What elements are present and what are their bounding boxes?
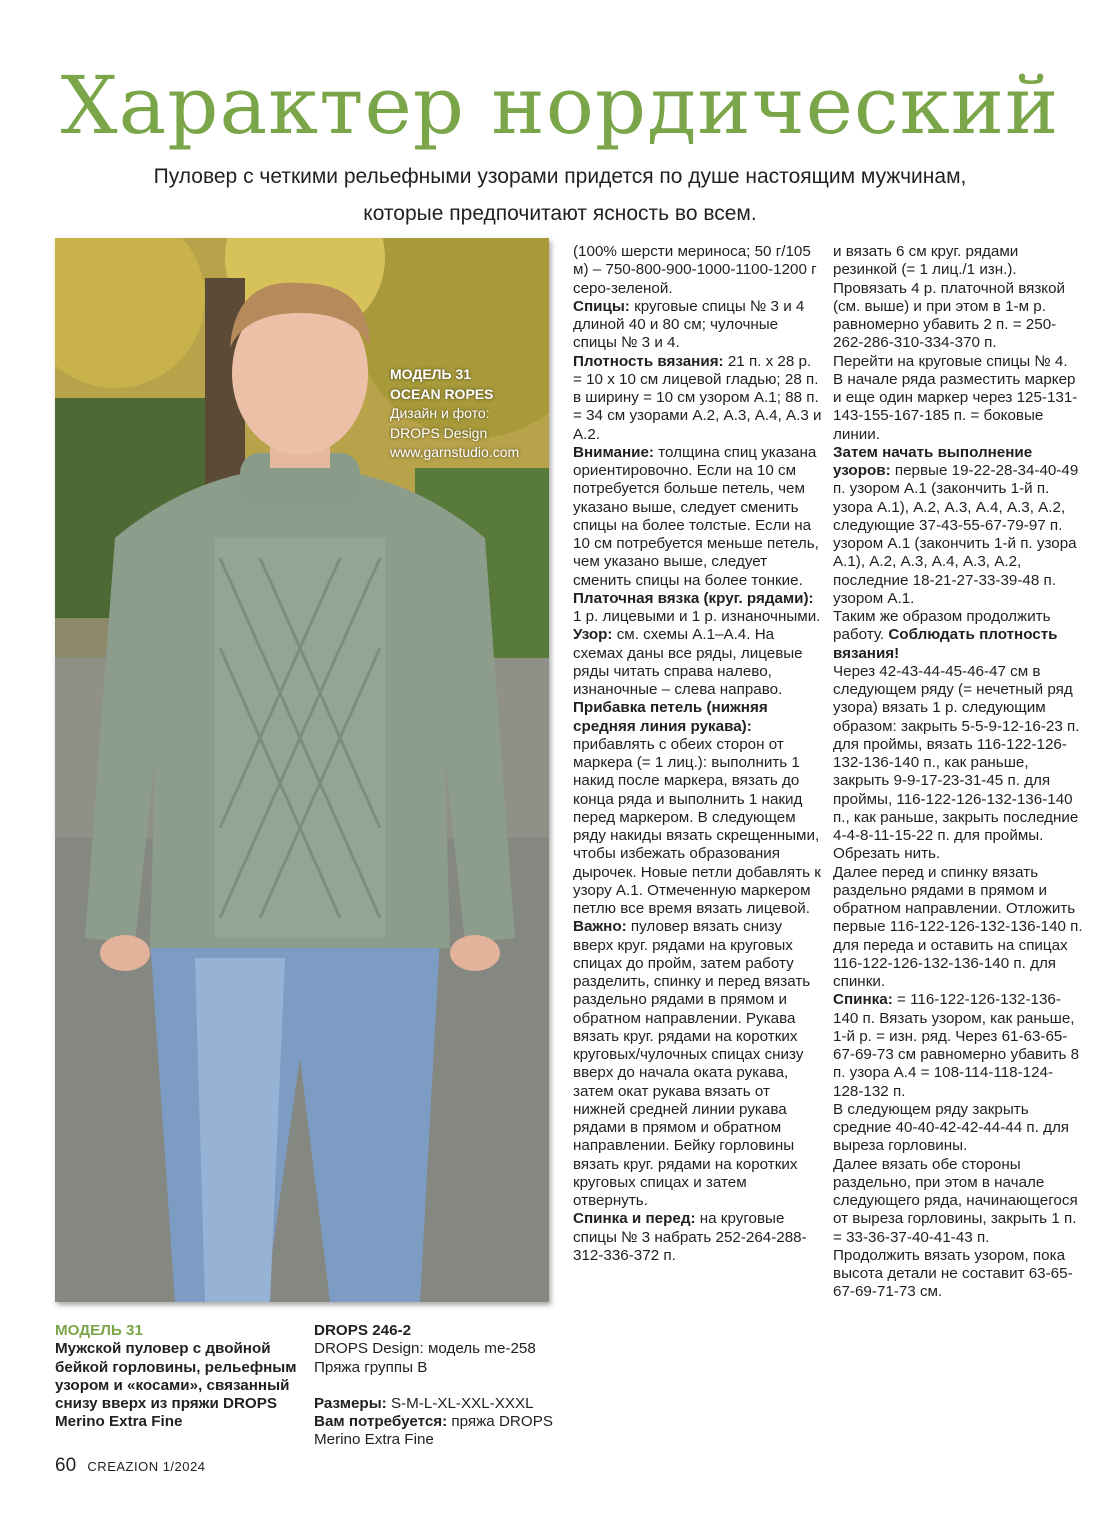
garter-text: 1 р. лицевыми и 1 р. изнаночными. [573, 608, 821, 625]
switch-needles-paragraph: Перейти на круговые спицы № 4. [833, 352, 1068, 370]
finish-paragraph: Продолжить вязать узором, пока высота детали не составит 63-65-67-69-71-73 см. [833, 1246, 1073, 1301]
pattern-text: см. схемы А.1–А.4. На схемах даны все ряды, лицевые ряды читать справа налево, изнаночные – слева направо. [573, 626, 803, 698]
sizes-label: Размеры: [314, 1394, 387, 1412]
yarn-group: Пряжа группы B [314, 1358, 428, 1376]
back-label: Спинка: [833, 991, 893, 1009]
back-paragraph [833, 991, 1083, 1101]
model-description: Мужской пуловер с двойной бейкой горловины, рельефным узором и «косами», связанный снизу вверх из пряжи DROPS Merino Extra Fine [55, 1340, 297, 1431]
caption-name: OCEAN ROPES [390, 385, 494, 402]
increase-paragraph [573, 699, 823, 918]
subtitle-line-1: Пуловер с четкими рельефными узорами придется по душе настоящим мужчинам, [153, 165, 967, 188]
gauge-label: Плотность вязания: [573, 352, 724, 370]
back-front-paragraph [573, 1210, 823, 1265]
drops-design: DROPS Design: модель me-258 [314, 1340, 536, 1358]
sizes-paragraph [314, 1395, 564, 1413]
page-footer [55, 1455, 205, 1477]
column-drops-info [314, 1322, 564, 1450]
markers-paragraph: В начале ряда разместить маркер и еще один маркер через 125-131-143-155-167-185 п. = боковые линии. [833, 370, 1078, 443]
neckline-paragraph: В следующем ряду закрыть средние 40-40-42-42-44-44 п. для выреза горловины. [833, 1100, 1070, 1155]
garter-label: Платочная вязка (круг. рядами): [573, 589, 814, 607]
materials-label: Вам потребуется: [314, 1413, 448, 1430]
photo-caption [390, 365, 550, 463]
gauge-text: 21 п. х 28 р. = 10 х 10 см лицевой гладью; 28 п. в ширину = 10 см узором А.1; 88 п. = 34 см узорами А.2, А.3, А.4, А.3 и А.2. [573, 352, 822, 443]
increase-text: прибавлять с обеих сторон от маркера (= 1 лиц.): выполнить 1 накид после маркера, вязать до конца ряда и выполнить 1 накид перед маркером. В следующем ряду накиды вязать скрещенными, чтобы избежать образования дырочек. Новые петли добавлять к узору А.1. Отмеченную маркером петлю все время вязать лицевой. [573, 735, 821, 917]
pattern-label: Узор: [573, 626, 613, 644]
attention-paragraph [573, 444, 823, 590]
garter-paragraph [573, 590, 823, 627]
model-label: МОДЕЛЬ 31 [55, 1322, 143, 1339]
drops-code: DROPS 246-2 [314, 1322, 412, 1339]
column-instructions-1 [573, 243, 823, 1265]
back-front-label: Спинка и перед: [573, 1210, 696, 1228]
caption-model: МОДЕЛЬ 31 [390, 366, 472, 382]
magazine-issue: CREAZION 1/2024 [87, 1459, 206, 1474]
split-paragraph: Далее перед и спинку вязать раздельно рядами в прямом и обратном направлении. Отложить первые 116-122-126-132-136-140 п. для переда и оставить на спицах 116-122-126-132-136-140 п. для спинки. [833, 863, 1083, 990]
needles-text: круговые спицы № 3 и 4 длиной 40 и 80 см; чулочные спицы № 3 и 4. [573, 297, 805, 352]
sides-paragraph: Далее вязать обе стороны раздельно, при этом в начале следующего ряда, начинающегося от выреза горловины, закрыть 1 п. = 33-36-37-40-41-43 п. [833, 1155, 1078, 1246]
page-number: 60 [55, 1455, 77, 1476]
continue-paragraph [833, 608, 1083, 663]
materials-value: пряжа DROPS Merino Extra Fine [314, 1413, 553, 1449]
rib-paragraph: и вязать 6 см круг. рядами резинкой (= 1 лиц./1 изн.). Провязать 4 р. платочной вязкой (см. выше) и при этом в 1-м р. равномерно убавить 2 п. = 250-262-286-310-334-370 п. [833, 243, 1066, 352]
column-instructions-2 [833, 243, 1083, 1302]
back-front-text: на круговые спицы № 3 набрать 252-264-288-312-336-372 п. [573, 1210, 807, 1264]
important-paragraph [573, 918, 823, 1210]
needles-label: Спицы: [573, 297, 630, 315]
start-patterns-text: первые 19-22-28-34-40-49 п. узором А.1 (закончить 1-й п. узора А.1), А.2, А.3, А.4, А.3, А.2, следующие 37-43-55-67-79-97 п. узором А.1 (закончить 1-й п. узора А.1), А.2, А.3, А.4, А.3, А.2, последние 18-21-27-33-39-48 п. узором А.1. [833, 462, 1079, 607]
increase-label: Прибавка петель (нижняя средняя линия рукава): [573, 699, 768, 735]
caption-site: www.garnstudio.com [390, 444, 520, 460]
start-patterns-label: Затем начать выполнение узоров: [833, 443, 1033, 479]
important-text: пуловер вязать снизу вверх круг. рядами на круговых спицах до пройм, затем работу разделить, спинку и перед вязать раздельно рядами в прямом и обратном направлении. Рукава вязать круг. рядами на коротких круговых/чулочных спицах снизу вверх до начала оката рукава, затем окат рукава вязать от нижней средней линии рукава рядами в прямом и обратном направлении. Бейку горловины вязать круг. рядами на коротких круговых спицах и затем отвернуть. [573, 918, 811, 1209]
page-title: Характер нордический [60, 59, 1060, 152]
subtitle [60, 158, 1060, 232]
armholes-paragraph: Через 42-43-44-45-46-47 см в следующем ряду (= нечетный ряд узора) вязать 1 р. следующим образом: закрыть 5-5-9-12-16-23 п. для проймы, вязать 116-122-126-132-136-140 п., как раньше, закрыть 9-9-17-23-31-45 п. для проймы, 116-122-126-132-136-140 п., как раньше, закрыть последние 4-4-8-11-15-22 п. для проймы. Обрезать нить. [833, 662, 1080, 863]
important-label: Важно: [573, 918, 627, 936]
caption-brand: DROPS Design [390, 424, 488, 441]
yarn-composition: (100% шерсти мериноса; 50 г/105 м) – 750-800-900-1000-1100-1200 г серо-зеленой. [573, 243, 817, 297]
attention-label: Внимание: [573, 443, 654, 461]
attention-text: толщина спиц указана ориентировочно. Если на 10 см потребуется больше петель, чем указано выше, следует сменить спицы на более толстые. Если на 10 см потребуется меньше петель, чем указано выше, следует сменить спицы на более тонкие. [573, 443, 819, 589]
column-model-info [55, 1322, 300, 1432]
materials-paragraph [314, 1413, 564, 1450]
gauge-paragraph [573, 353, 823, 444]
start-patterns-paragraph [833, 444, 1083, 608]
continue-text: Таким же образом продолжить работу. [833, 608, 1051, 644]
subtitle-line-2: которые предпочитают ясность во всем. [363, 202, 757, 225]
pattern-paragraph [573, 626, 823, 699]
gauge-warning: Соблюдать плотность вязания! [833, 626, 1058, 662]
needles-paragraph [573, 298, 823, 353]
caption-design: Дизайн и фото: [390, 405, 490, 421]
back-text: = 116-122-126-132-136-140 п. Вязать узором, как раньше, 1-й р. = изн. ряд. Через 61-63-65-67-69-73 см равномерно убавить 8 п. узора А.4 = 108-114-118-124-128-132 п. [833, 991, 1080, 1100]
sizes-value: S-M-L-XL-XXL-XXXL [386, 1394, 534, 1412]
